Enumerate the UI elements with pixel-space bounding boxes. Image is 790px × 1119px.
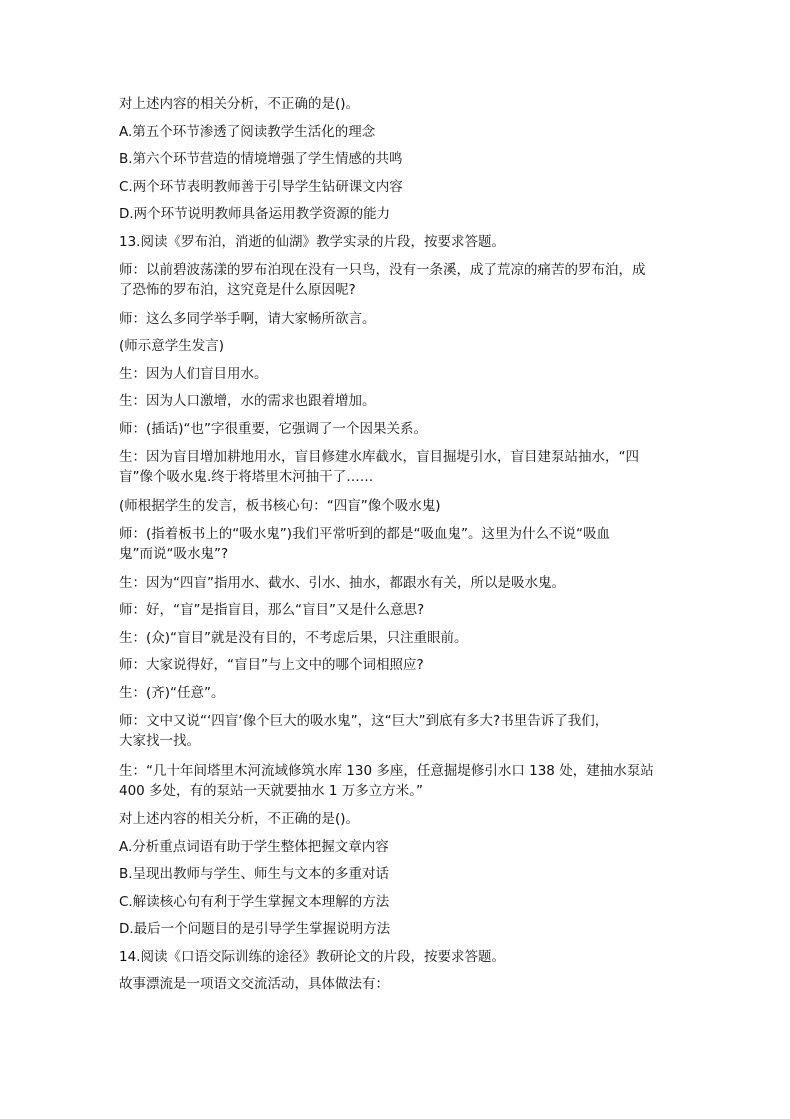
option-c: C.两个环节表明教师善于引导学生钻研课文内容: [119, 178, 403, 195]
dialogue-line: 生：(齐)“任意”。: [119, 684, 225, 701]
dialogue-line: 师：(指着板书上的“吸水鬼”)我们平常听到的都是“吸血鬼”。这里为什么不说“吸血 鬼”而说“吸水鬼”?: [119, 526, 611, 562]
dialogue-line: 生：因为盲目增加耕地用水，盲目修建水库截水，盲目掘堤引水，盲目建泵站抽水，“四 盲”像个吸水鬼.终于将塔里木河抽干了……: [119, 449, 639, 485]
question-stem: 对上述内容的相关分析，不正确的是()。: [119, 96, 360, 112]
document-page: [119, 95, 679, 1003]
option-d: D.两个环节说明教师具备运用教学资源的能力: [119, 206, 391, 222]
dialogue-line: 师：(插话)“也”字很重要，它强调了一个因果关系。: [119, 420, 428, 437]
dialogue-line: 师：这么多同学举手啊，请大家畅所欲言。: [119, 310, 376, 327]
stage-note: (师示意学生发言): [119, 338, 225, 354]
dialogue-line: 师：文中又说“‘四盲’像个巨大的吸水鬼”，这“巨大”到底有多大?书里告诉了我们， 大家找一找。: [119, 713, 609, 749]
dialogue-line: 生：(众)“盲目”就是没有目的，不考虑后果，只注重眼前。: [119, 629, 468, 646]
dialogue-line: 生：因为人口激增，水的需求也跟着增加。: [119, 393, 376, 409]
option-b: B.第六个环节营造的情境增强了学生情感的共鸣: [119, 151, 403, 167]
dialogue-line: 生：“几十年间塔里木河流域修筑水库 130 多座，任意掘堤修引水口 138 处，建抽水泵站 400 多处，有的泵站一天就要抽水 1 万多立方米。”: [119, 762, 654, 799]
dialogue-line: 生：因为人们盲目用水。: [119, 365, 268, 382]
option-a: A.分析重点词语有助于学生整体把握文章内容: [119, 838, 389, 855]
question-13-heading: 13.阅读《罗布泊，消逝的仙湖》教学实录的片段，按要求答题。: [119, 233, 505, 250]
question-stem: 对上述内容的相关分析，不正确的是()。: [119, 811, 360, 827]
option-a: A.第五个环节渗透了阅读教学生活化的理念: [119, 123, 376, 140]
dialogue-line: 师：好，“盲”是指盲目，那么“盲目”又是什么意思?: [119, 602, 425, 618]
question-14-heading: 14.阅读《口语交际训练的途径》教研论文的片段，按要求答题。: [119, 948, 505, 965]
dialogue-line: 师：以前碧波荡漾的罗布泊现在没有一只鸟，没有一条溪，成了荒凉的痛苦的罗布泊，成 了恐怖的罗布泊，这究竟是什么原因呢?: [119, 262, 646, 298]
body-text: 故事漂流是一项语文交流活动，具体做法有：: [119, 976, 389, 992]
dialogue-line: 生：因为“四盲”指用水、截水、引水、抽水，都跟水有关，所以是吸水鬼。: [119, 574, 565, 591]
stage-note: (师根据学生的发言，板书核心句：“四盲”像个吸水鬼): [119, 497, 441, 514]
dialogue-line: 师：大家说得好，“盲目”与上文中的哪个词相照应?: [119, 657, 424, 673]
option-d: D.最后一个问题目的是引导学生掌握说明方法: [119, 921, 391, 937]
option-c: C.解读核心句有利于学生掌握文本理解的方法: [119, 893, 390, 910]
option-b: B.呈现出教师与学生、师生与文本的多重对话: [119, 866, 390, 882]
